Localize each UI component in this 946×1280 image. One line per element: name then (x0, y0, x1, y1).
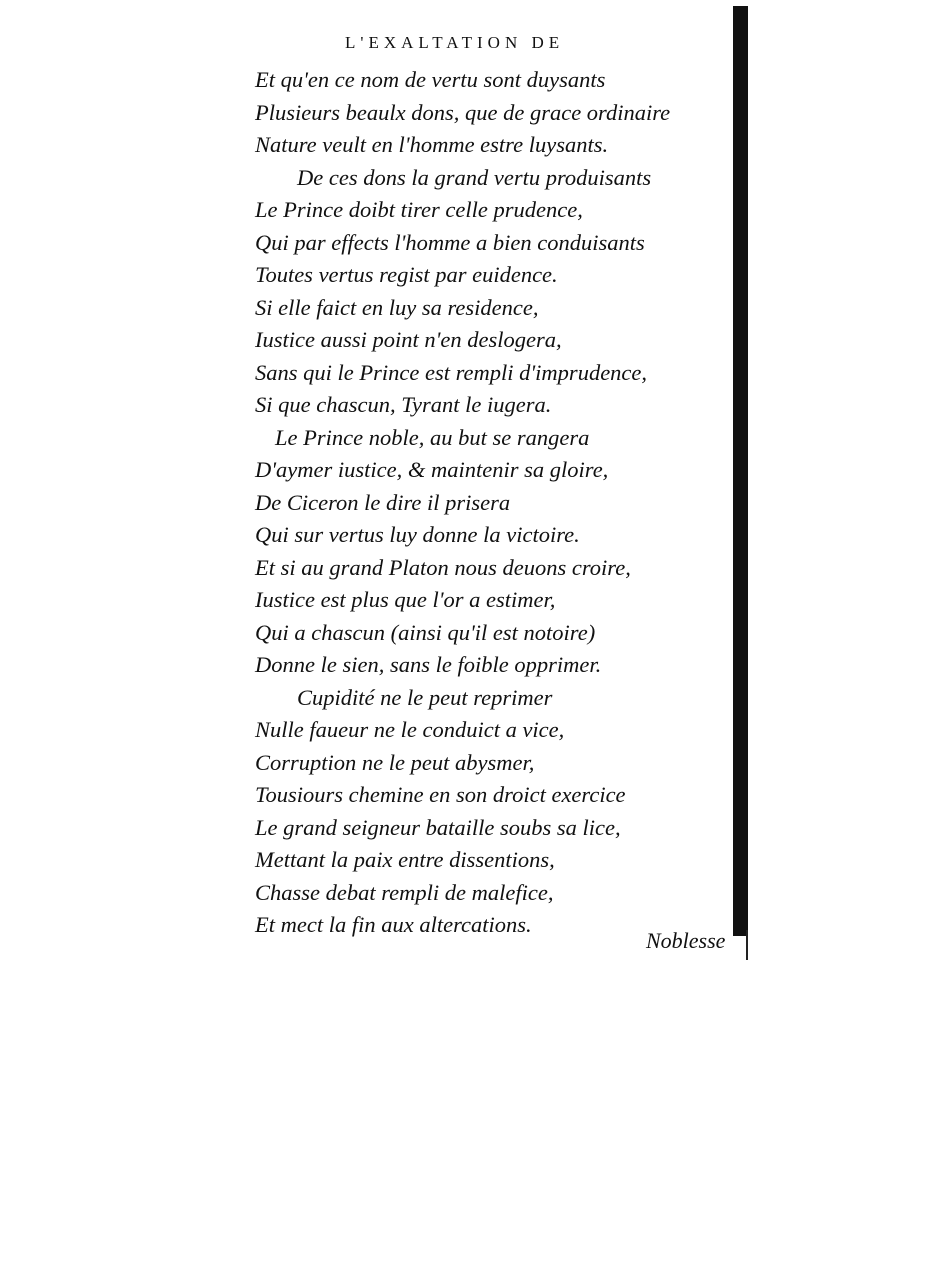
poem-line: Si elle faict en luy sa residence, (255, 294, 539, 320)
poem-line: Qui a chascun (ainsi qu'il est notoire) (255, 619, 596, 645)
poem-line: Chasse debat rempli de malefice, (255, 879, 554, 905)
poem-line: Plusieurs beaulx dons, que de grace ordinaire (255, 99, 671, 125)
gutter-edge-line (746, 930, 748, 960)
poem-line: Iustice aussi point n'en deslogera, (255, 327, 562, 352)
poem-line: Qui sur vertus luy donne la victoire. (255, 522, 580, 547)
poem-line: De Ciceron le dire il prisera (255, 489, 511, 515)
poem-line: Le grand seigneur bataille soubs sa lice, (255, 814, 621, 840)
poem-line: Iustice est plus que l'or a estimer, (255, 587, 556, 612)
poem-line: Nature veult en l'homme estre luysants. (255, 132, 609, 157)
poem-line: Et si au grand Platon nous deuons croire, (255, 554, 631, 580)
poem-line: Qui par effects l'homme a bien conduisants (255, 229, 645, 255)
poem-line: Donne le sien, sans le foible opprimer. (255, 652, 602, 677)
poem-line: Tousiours chemine en son droict exercice (255, 782, 626, 807)
poem-line: Le Prince doibt tirer celle prudence, (255, 197, 583, 222)
poem-line: Si que chascun, Tyrant le iugera. (255, 392, 552, 417)
poem-line: Et mect la fin aux altercations. (255, 912, 532, 937)
poem-line: Cupidité ne le peut reprimer (297, 684, 553, 710)
running-head: L'EXALTATION DE (345, 33, 565, 52)
poem-line: Mettant la paix entre dissentions, (255, 847, 555, 872)
catchword: Noblesse (646, 928, 726, 953)
poem-line: De ces dons la grand vertu produisants (297, 164, 652, 190)
poem-text (255, 64, 735, 942)
poem-line: D'aymer iustice, & maintenir sa gloire, (255, 457, 609, 482)
poem-line: Sans qui le Prince est rempli d'imprudence, (255, 359, 648, 385)
poem-line: Le Prince noble, au but se rangera (275, 424, 590, 450)
gutter-shadow (733, 6, 748, 936)
poem-line: Toutes vertus regist par euidence. (255, 262, 558, 287)
poem-line: Corruption ne le peut abysmer, (255, 749, 535, 775)
poem-line: Nulle faueur ne le conduict a vice, (255, 717, 565, 742)
poem-line: Et qu'en ce nom de vertu sont duysants (255, 67, 606, 92)
